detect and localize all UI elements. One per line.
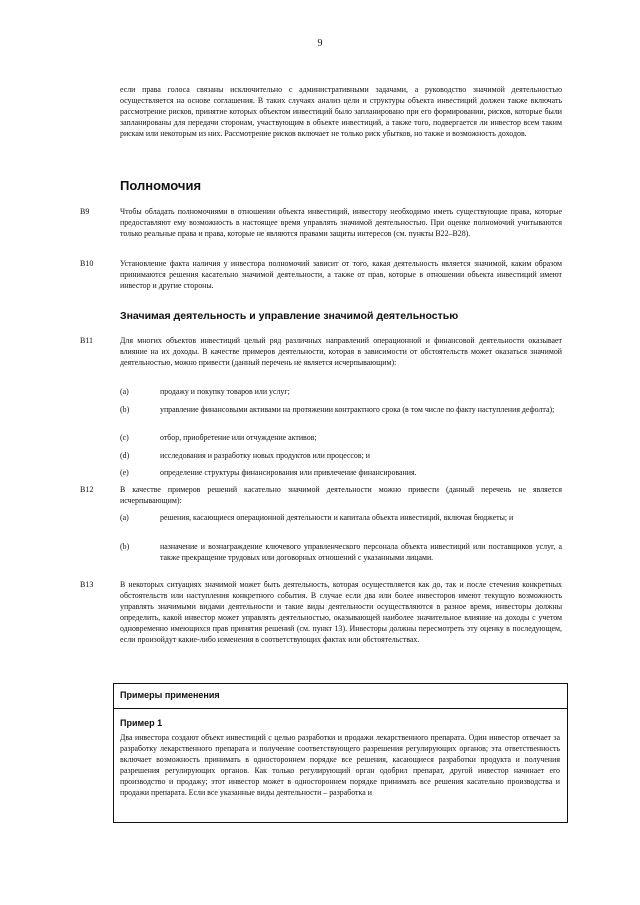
paragraph-b13: В некоторых ситуациях значимой может быть деятельность, которая осуществляется как до, так и после стечения конкретных обстоятельств или наступления конкретного события. В случае если два или более инвесторов имеют текущую возможность управлять значимыми видами деятельности и такие виды деятельности осуществляются в разное время, инвесторы должны определить, какой инвестор может управлять деятельностью, оказывающей наиболее значительное влияние на доходы с учетом одновременно имеющихся прав принятия решений (см. пункт 13). Инвесторы должны пересмотреть эту оценку в последующем, если произойдут какие-либо изменения в соответствующих фактах или обстоятельствах.	[120, 580, 562, 644]
list-item-text: управление финансовыми активами на протяжении контрактного срока (в том числе по факту наступления дефолта);	[160, 405, 555, 414]
list-item	[120, 467, 562, 478]
paragraph-tag-b13: B13	[80, 580, 94, 589]
intro-paragraph: если права голоса связаны исключительно с административными задачами, а руководство значимой деятельностью осуществляется на основе соглашения. В таких случаях анализ цели и структуры объекта инвестиций должен также включать рассмотрение рисков, принятие которых объектом инвестиций было запланировано при его формировании, рисков, которые были запланированы для передачи сторонам, участвующим в объекте инвестиций, а также того, подвергается ли инвестор всем таким рискам или некоторым из них. Рассмотрение рисков включает не только риск убытков, но также и возможность доходов.	[120, 85, 562, 138]
paragraph-tag-b12: B12	[80, 485, 94, 494]
list-item-text: отбор, приобретение или отчуждение активов;	[160, 433, 317, 442]
section-heading-powers: Полномочия	[120, 178, 202, 193]
list-item-text: назначение и вознаграждение ключевого управленческого персонала объекта инвестиций или поставщиков услуг, а также прекращение трудовых или договорных отношений с указанными лицами.	[160, 542, 562, 562]
paragraph-b12: В качестве примеров решений касательно значимой деятельности можно привести (данный перечень не является исчерпывающим):	[120, 485, 562, 505]
paragraph-tag-b11: B11	[80, 336, 94, 345]
list-item-label: (b)	[120, 542, 130, 551]
list-item	[120, 432, 562, 443]
list-item-text: решения, касающиеся операционной деятельности и капитала объекта инвестиций, включая бюджеты; и	[160, 513, 514, 522]
list-item-label: (a)	[120, 387, 129, 396]
list-item-label: (b)	[120, 405, 130, 414]
list-item	[120, 450, 562, 461]
list-item-label: (d)	[120, 451, 130, 460]
section-heading-activities: Значимая деятельность и управление значимой деятельностью	[120, 310, 459, 322]
list-item-label: (e)	[120, 468, 129, 477]
list-item	[120, 404, 562, 415]
list-item-text: исследования и разработку новых продуктов или процессов; и	[160, 451, 370, 460]
examples-box-header	[114, 684, 567, 709]
list-item	[120, 386, 562, 397]
paragraph-tag-b10: B10	[80, 259, 94, 268]
list-item-text: продажу и покупку товаров или услуг;	[160, 387, 290, 396]
list-item-text: определение структуры финансирования или привлечение финансирования.	[160, 468, 417, 477]
example-title: Пример 1	[120, 718, 163, 728]
list-item-label: (c)	[120, 433, 129, 442]
examples-box-title: Примеры применения	[120, 690, 220, 700]
paragraph-b10: Установление факта наличия у инвестора полномочий зависит от того, какая деятельность является значимой, каким образом принимаются решения касательно значимой деятельности, а также от прав, которые в отношении объекта инвестиций имеют инвестор и другие стороны.	[120, 259, 562, 290]
list-item	[120, 512, 562, 523]
examples-box-bottom-rule	[113, 822, 568, 823]
paragraph-b11: Для многих объектов инвестиций целый ряд различных направлений операционной и финансовой деятельности оказывает влияние на их доходы. В качестве примеров деятельности, которая в зависимости от обстоятельств может оказаться значимой деятельностью, можно привести (данный перечень не является исчерпывающим):	[120, 336, 562, 367]
examples-box	[113, 683, 568, 823]
list-item	[120, 541, 562, 563]
paragraph-b9: Чтобы обладать полномочиями в отношении объекта инвестиций, инвестору необходимо иметь существующие права, которые предоставляют ему возможность в настоящее время управлять значимой деятельностью. При оценке полномочий учитываются только реальные права и права, которые не являются правами защиты интересов (см. пункты B22–B28).	[120, 207, 562, 238]
list-item-label: (a)	[120, 513, 129, 522]
paragraph-tag-b9: B9	[80, 207, 90, 216]
example-text: Два инвестора создают объект инвестиций с целью разработки и продажи лекарственного препарата. Один инвестор отвечает за разработку лекарственного препарата и получение соответствующего разрешения регулирующих органов; эта ответственность включает возможность принимать в одностороннем порядке все решения, касающиеся разработки продукта и получения разрешения регулирующих органов. Как только регулирующий орган одобрил препарат, другой инвестор начинает его производство и продажу; этот инвестор может в одностороннем порядке принимать все решения касательно производства и продажи препарата. Если все указанные виды деятельности – разработка и	[120, 733, 560, 797]
page-number: 9	[317, 38, 323, 49]
